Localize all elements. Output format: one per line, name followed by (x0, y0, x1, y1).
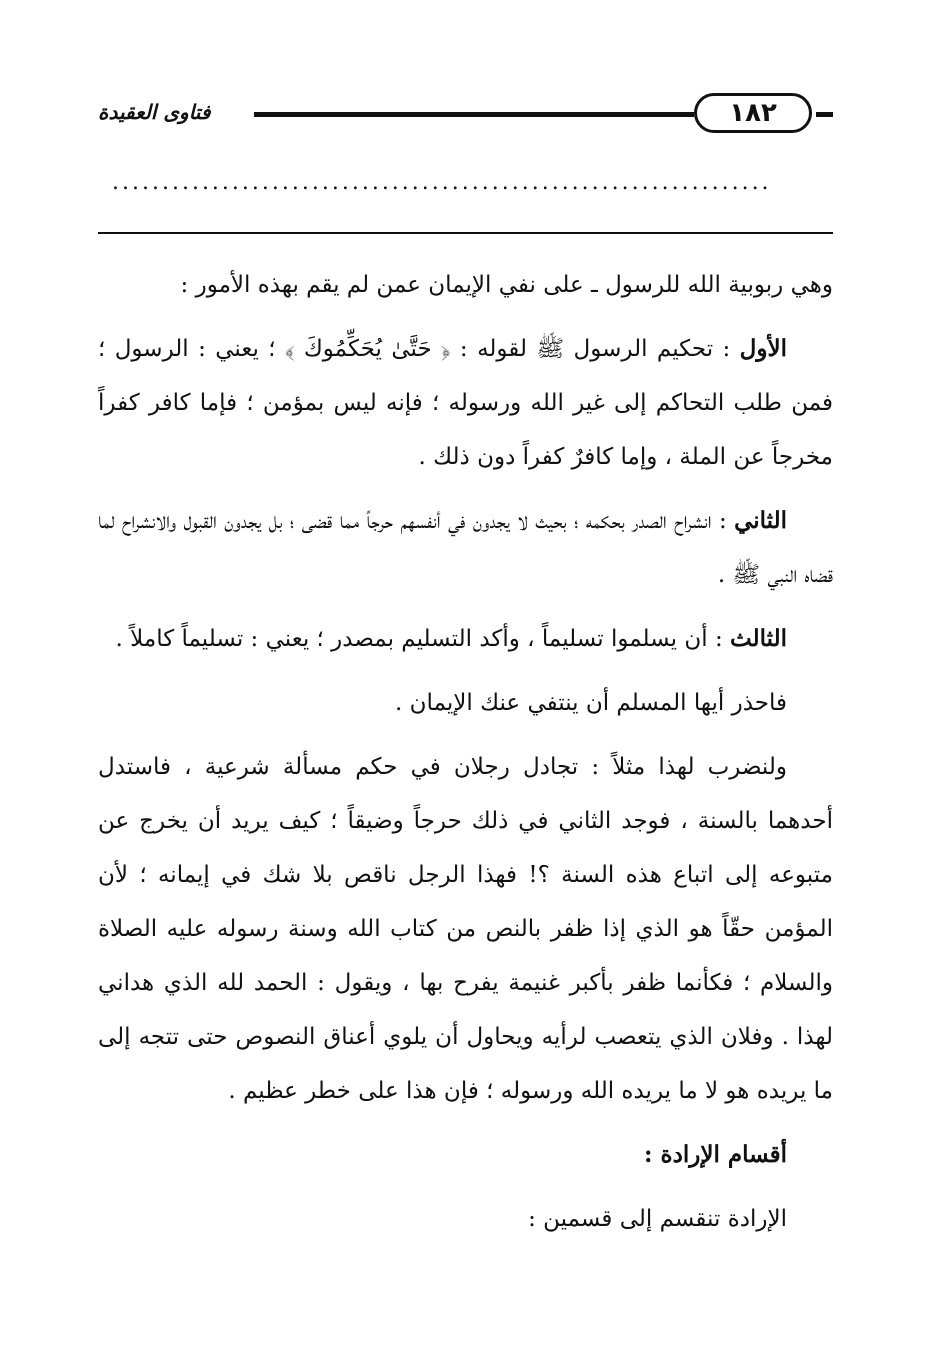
paragraph-third (98, 612, 833, 666)
separator-line (98, 232, 833, 234)
dotted-line: .................................................................. (112, 170, 772, 195)
section-heading: أقسام الإرادة : (644, 1141, 787, 1168)
label-third: الثالث (730, 625, 787, 652)
page-header (98, 92, 833, 142)
paragraph-second-text: : انشراح الصدر بحكمه ؛ بحيث لا يجدون في أنفسهم حرجاً مما قضى ؛ بل يجدون القبول والانشراح لما قضاه النبي ﷺ . (98, 508, 833, 588)
header-rule-right (816, 112, 833, 117)
paragraph-warning: فاحذر أيها المسلم أن ينتفي عنك الإيمان . (395, 690, 787, 716)
page-number: ١٨٢ (694, 93, 812, 133)
label-first: الأول (739, 335, 787, 362)
header-rule-left (254, 112, 694, 117)
paragraph-second (98, 494, 833, 602)
label-second: الثاني (734, 507, 787, 534)
paragraph-example: ولنضرب لهذا مثلاً : تجادل رجلان في حكم مسألة شرعية ، فاستدل أحدهما بالسنة ، فوجد الثاني في ذلك حرجاً وضيقاً ؛ كيف يريد أن يخرج عن متبوعه إلى اتباع هذه السنة ؟! فهذا الرجل ناقص بلا شك في إيمانه ؛ لأن المؤمن حقّاً هو الذي إذا ظفر بالنص من كتاب الله وسنة رسوله عليه الصلاة والسلام ؛ فكأنما ظفر بأكبر غنيمة يفرح بها ، ويقول : الحمد لله الذي هداني لهذا . وفلان الذي يتعصب لرأيه ويحاول أن يلوي أعناق النصوص حتى تتجه إلى ما يريده هو لا ما يريده الله ورسوله ؛ فإن هذا على خطر عظيم . (98, 754, 833, 1104)
paragraph-first-text: : تحكيم الرسول ﷺ لقوله : ﴿ حَتَّىٰ يُحَكِّمُوكَ ﴾ ؛ يعني : الرسول ؛ فمن طلب التحاكم إلى غير الله ورسوله ؛ فإنه ليس بمؤمن ؛ فإما كافر كفراً مخرجاً عن الملة ، وإما كافرٌ كفراً دون ذلك . (98, 336, 833, 470)
paragraph-third-text: : أن يسلموا تسليماً ، وأكد التسليم بمصدر ؛ يعني : تسليماً كاملاً . (115, 626, 731, 652)
paragraph-divisions: الإرادة تنقسم إلى قسمين : (528, 1206, 787, 1232)
page-body (98, 258, 833, 1246)
running-title: فتاوى العقيدة (98, 100, 211, 124)
paragraph-intro: وهي ربوبية الله للرسول ـ على نفي الإيمان عمن لم يقم بهذه الأمور : (180, 272, 833, 298)
paragraph-first (98, 322, 833, 484)
